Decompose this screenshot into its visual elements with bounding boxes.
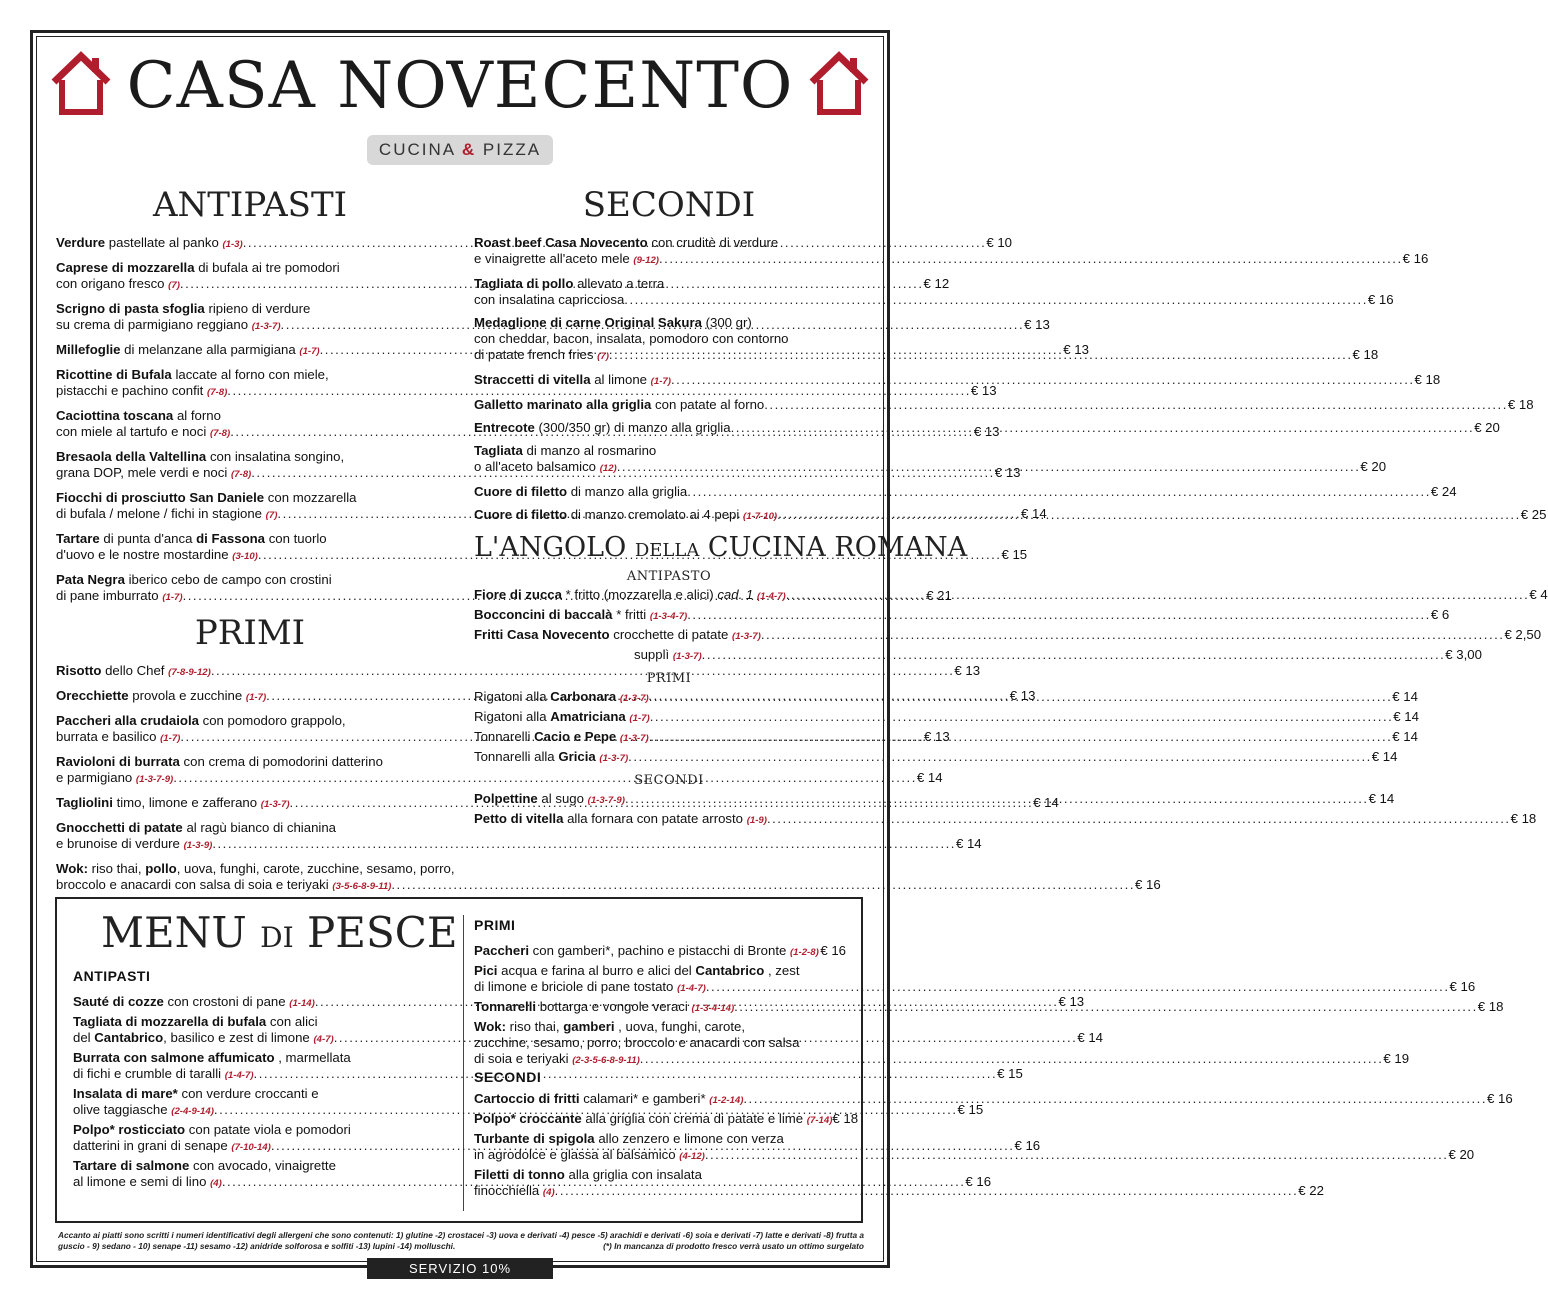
item-desc: con alici <box>269 1014 318 1029</box>
item-name: Scrigno di pasta sfoglia <box>56 301 205 316</box>
allergen-codes: (1-4-7) <box>756 591 786 602</box>
item-desc: allevato a terra <box>577 276 665 291</box>
item-name: Wok: <box>474 1019 506 1034</box>
item-price: € 12 <box>923 276 950 291</box>
item-price: € 24 <box>1430 484 1457 499</box>
item-name: Carbonara <box>550 689 617 704</box>
item-name: Polpo* croccante <box>474 1111 582 1126</box>
item-desc: di manzo cremolato ai 4 pepi <box>570 507 740 522</box>
item-name: Tagliata di pollo <box>474 276 574 291</box>
item-price: € 14 <box>955 836 982 851</box>
menu-item <box>474 647 1482 665</box>
item-desc: , marmellata <box>278 1050 351 1065</box>
item-desc: bottarga e vongole veraci <box>539 999 688 1014</box>
item-name: Polpettine <box>474 791 538 806</box>
menu-item: Turbante di spigola allo zenzero e limone con verza in agrodolce e glassa al balsamico (4-12) ..... € 20 <box>474 1131 846 1165</box>
menu-item <box>56 342 1089 360</box>
item-price: € 14 <box>1392 729 1418 744</box>
house-logo-icon <box>808 50 870 120</box>
item-price: € 14 <box>1393 709 1419 724</box>
menu-item: Rigatoni alla Amatriciana (1-7) ..... € 14 <box>474 709 864 727</box>
item-price: € 14 <box>1077 1030 1103 1045</box>
item-price: € 16 <box>1014 1138 1041 1153</box>
item-name: Paccheri <box>474 943 529 958</box>
item-desc: al limone <box>594 372 647 387</box>
menu-item: Tagliata di manzo al rosmarino o all'aceto balsamico (12) ..... € 20 <box>474 443 864 477</box>
allergen-codes: (1-3-7) <box>619 693 649 704</box>
allergen-codes: (2-4-9-14) <box>171 1106 214 1117</box>
antipasti-title: ANTIPASTI <box>152 185 348 225</box>
item-price: € 13 <box>923 729 950 744</box>
item-desc: timo, limone e zafferano <box>116 795 258 810</box>
item-desc: * fritti <box>616 607 647 622</box>
item-name: Tagliolini <box>56 795 113 810</box>
item-name: Gnocchetti di patate <box>56 820 183 835</box>
item-desc: di melanzane alla parmigiana <box>124 342 296 357</box>
menu-item: Burrata con salmone affumicato , marmellata di fichi e crumble di taralli (1-4-7) ..... € 15 <box>73 1050 445 1084</box>
menu-item: Tartare di punta d'anca di Fassona con tuorlo d'uovo e le nostre mostardine (3-10) ..... € 15 <box>56 531 444 565</box>
allergen-codes: (4-12) <box>679 1151 705 1162</box>
item-name: Petto di vitella <box>474 811 564 826</box>
item-price: € 18 <box>1414 372 1441 387</box>
item-desc: acqua e farina al burro e alici del <box>501 963 692 978</box>
item-desc: con avocado, vinaigrette <box>192 1158 336 1173</box>
menu-item: Pata Negra iberico cebo de campo con crostini di pane imburrato (1-7) ..... € 21 <box>56 572 444 606</box>
item-price: € 4 <box>1529 587 1548 602</box>
item-name: Verdure <box>56 235 106 250</box>
item-price: € 14 <box>1368 791 1395 806</box>
menu-item: Paccheri alla crudaiola con pomodoro grappolo, burrata e basilico (1-7) ..... € 13 <box>56 713 444 747</box>
allergen-codes: (1-7) <box>162 592 183 603</box>
item-price: € 20 <box>1448 1147 1475 1162</box>
item-price: € 25 <box>1520 507 1547 522</box>
item-price: € 15 <box>997 1066 1023 1081</box>
allergen-codes: (1-3-7) <box>732 631 761 642</box>
romana-secondi-list <box>474 791 1537 829</box>
menu-item: Rigatoni alla Carbonara (1-3-7) ..... € 14 <box>474 689 864 707</box>
item-price: € 16 <box>1487 1091 1513 1106</box>
item-price: € 14 <box>916 770 943 785</box>
pesce-divider <box>463 915 464 1211</box>
item-desc: pastellate al panko <box>108 235 219 250</box>
allergen-codes: (1-7) <box>650 376 671 387</box>
allergen-codes: (4-7) <box>313 1034 334 1045</box>
allergen-codes: (1-7) <box>629 713 650 724</box>
item-name: Polpo* rosticciato <box>73 1122 186 1137</box>
item-price: € 13 <box>994 465 1021 480</box>
item-price: € 13 <box>1063 342 1089 357</box>
pesce-secondi-head: SECONDI <box>474 1069 542 1085</box>
item-desc: di manzo alla griglia <box>570 484 688 499</box>
item-name: Cuore di filetto <box>474 484 568 499</box>
item-price: € 18 <box>1352 347 1379 362</box>
item-price: € 3,00 <box>1445 647 1482 662</box>
allergen-codes: (3-10) <box>232 551 258 562</box>
item-name: Fiore di zucca <box>474 587 562 602</box>
item-desc: crocchette di patate <box>613 627 729 642</box>
allergen-codes: (1-3-7) <box>260 799 290 810</box>
item-name: Tonnarelli <box>474 999 537 1014</box>
item-price: € 19 <box>1383 1051 1410 1066</box>
item-price: € 15 <box>957 1102 984 1117</box>
item-name: Cuore di filetto <box>474 507 568 522</box>
item-desc: supplì <box>634 647 670 662</box>
item-desc: ripieno di verdure <box>208 301 311 316</box>
menu-item: Ravioloni di burrata con crema di pomodorini datterino e parmigiano (1-3-7-9) ..... € 14 <box>56 754 444 788</box>
item-name: Tartare di salmone <box>73 1158 190 1173</box>
item-name: Cartoccio di fritti <box>474 1091 580 1106</box>
menu-item: Wok: riso thai, pollo, uova, funghi, carote, zucchine, sesamo, porro, broccolo e anacardi con salsa di soia e teriyaki (3-5-6-8-9-11) ..... € 16 <box>56 861 444 895</box>
item-price: € 20 <box>1360 459 1387 474</box>
allergen-codes: (1-7) <box>245 692 267 703</box>
menu-item: Wok: riso thai, gamberi , uova, funghi, carote, zucchine, sesamo, porro, broccolo e anacardi con salsa di soia e teriyaki (2-3-5-6-8-9-11) ..... € 19 <box>474 1019 846 1069</box>
pesce-primi-head: PRIMI <box>474 917 516 933</box>
allergen-codes: (7-10-14) <box>231 1142 271 1153</box>
item-desc: allo zenzero e limone con verza <box>598 1131 784 1146</box>
allergen-codes: (1-3-7) <box>251 321 281 332</box>
allergen-codes: (1-3-4-7) <box>649 611 688 622</box>
item-price: € 13 <box>1024 317 1050 332</box>
allergen-codes: (4) <box>542 1187 555 1198</box>
menu-item <box>474 372 1441 390</box>
item-desc: con patate viola e pomodori <box>188 1122 351 1137</box>
menu-item: Insalata di mare* con verdure croccanti e olive taggiasche (2-4-9-14) ..... € 15 <box>73 1086 445 1120</box>
item-name: Ricottine di Bufala <box>56 367 172 382</box>
menu-item <box>474 1111 859 1129</box>
allergen-codes: (12) <box>599 463 617 474</box>
house-logo-icon <box>50 50 112 120</box>
menu-item: Fiocchi di prosciutto San Daniele con mozzarella di bufala / melone / fichi in stagione (7) ..... € 14 <box>56 490 444 524</box>
item-name: Galletto marinato alla griglia <box>474 397 652 412</box>
menu-item <box>474 397 1534 413</box>
item-name: Tagliata di mozzarella di bufala <box>73 1014 267 1029</box>
allergen-codes: (1-3-7) <box>672 651 702 662</box>
item-desc: al forno <box>176 408 221 423</box>
item-name: Roast beef Casa Novecento <box>474 235 648 250</box>
item-price: € 13 <box>1009 688 1036 703</box>
allergen-codes: (7) <box>168 280 180 291</box>
menu-item: Caprese di mozzarella di bufala ai tre pomodori con origano fresco (7) ..... € 12 <box>56 260 444 294</box>
menu-item: Tonnarelli Cacio e Pepe (1-3-7) ..... € 14 <box>474 729 864 747</box>
item-name: Caprese di mozzarella <box>56 260 195 275</box>
item-name: Pata Negra <box>56 572 125 587</box>
item-name: Pici <box>474 963 498 978</box>
item-name: Turbante di spigola <box>474 1131 595 1146</box>
item-desc: con verdure croccanti e <box>181 1086 319 1101</box>
item-desc: con crema di pomodorini datterino <box>183 754 383 769</box>
item-price: € 20 <box>1474 420 1500 435</box>
menu-item <box>474 607 1450 625</box>
item-price: € 13 <box>1058 994 1085 1009</box>
menu-item <box>474 999 1504 1017</box>
menu-item: Entrecote (300/350 gr) di manzo alla griglia ..... € 20 <box>474 420 864 436</box>
item-price: € 18 <box>1477 999 1504 1014</box>
item-name: Millefoglie <box>56 342 121 357</box>
item-desc: con cruditè di verdure <box>651 235 779 250</box>
item-price: € 13 <box>973 424 1000 439</box>
allergen-codes: (1-3-7-9) <box>587 795 625 806</box>
frozen-note: (*) In mancanza di prodotto fresco verrà usato un ottimo surgelato <box>603 1241 864 1251</box>
item-price: € 13 <box>954 663 981 678</box>
menu-item <box>474 1091 1513 1109</box>
item-desc: con mozzarella <box>267 490 357 505</box>
menu-item: Polpo* rosticciato con patate viola e pomodori datterini in grani di senape (7-10-14) ..... € 16 <box>73 1122 445 1156</box>
item-price: € 14 <box>1392 689 1418 704</box>
allergen-codes: (7) <box>265 510 278 521</box>
menu-item: Bresaola della Valtellina con insalatina songino, grana DOP, mele verdi e noci (7-8) ..... € 13 <box>56 449 444 483</box>
item-name: Ravioloni di burrata <box>56 754 180 769</box>
item-name: Fritti Casa Novecento <box>474 627 610 642</box>
item-price: € 16 <box>965 1174 992 1189</box>
item-desc: (300 gr) <box>705 315 752 330</box>
item-name: Entrecote <box>474 420 535 435</box>
item-price: € 15 <box>1001 547 1028 562</box>
menu-item: Roast beef Casa Novecento con cruditè di verdure e vinaigrette all'aceto mele (9-12) ..... € 16 <box>474 235 864 269</box>
menu-item: Gnocchetti di patate al ragù bianco di chianina e brunoise di verdure (1-3-9) ..... € 14 <box>56 820 444 854</box>
item-desc: al sugo <box>541 791 584 806</box>
item-name: Burrata con salmone affumicato <box>73 1050 275 1065</box>
item-desc: con patate al forno <box>655 397 765 412</box>
item-name: Risotto <box>56 663 102 678</box>
menu-item: Fiore di zucca * fritto (mozzarella e alici) cad. 1 (1-4-7) ..... € 4 <box>474 587 864 605</box>
item-desc: dello Chef <box>105 663 165 678</box>
item-price: € 16 <box>1449 979 1476 994</box>
item-name: Bocconcini di baccalà <box>474 607 613 622</box>
item-name: Paccheri alla crudaiola <box>56 713 199 728</box>
item-price: € 10 <box>986 235 1012 250</box>
pesce-title: MENU DI PESCE <box>101 908 458 957</box>
item-desc: con insalatina songino, <box>209 449 345 464</box>
allergen-codes: (1-14) <box>289 998 315 1009</box>
item-name: Straccetti di vitella <box>474 372 591 387</box>
item-name: Bresaola della Valtellina <box>56 449 207 464</box>
allergen-codes: (1-2-14) <box>709 1095 744 1106</box>
allergen-codes: (4) <box>210 1178 222 1189</box>
item-desc: con pomodoro grappolo, <box>202 713 346 728</box>
item-desc: di manzo al rosmarino <box>526 443 657 458</box>
menu-item: Ricottine di Bufala laccate al forno con miele, pistacchi e pachino confit (7-8) ..... € 13 <box>56 367 444 401</box>
item-desc: alla griglia con insalata <box>568 1167 702 1182</box>
menu-item <box>474 811 1537 829</box>
item-desc: iberico cebo de campo con crostini <box>128 572 332 587</box>
menu-item: Tagliata di pollo allevato a terra con insalatina capricciosa ..... € 16 <box>474 276 864 308</box>
item-price: € 16 <box>1402 251 1429 266</box>
menu-item: Pici acqua e farina al burro e alici del Cantabrico , zest di limone e briciole di pane tostato (1-4-7) ..... € 16 <box>474 963 846 997</box>
menu-item: Scrigno di pasta sfoglia ripieno di verdure su crema di parmigiano reggiano (1-3-7) ..... € 13 <box>56 301 444 335</box>
item-name: Tagliata <box>474 443 523 458</box>
item-price: € 18 <box>1507 397 1534 412</box>
romana-title: L'ANGOLO DELLA CUCINA ROMANA <box>474 532 968 563</box>
item-name: Fiocchi di prosciutto San Daniele <box>56 490 265 505</box>
item-price: € 21 <box>926 588 952 603</box>
allergen-codes: (1-7) <box>160 733 181 744</box>
item-price: € 18 <box>1510 811 1537 826</box>
allergen-codes: (7-8) <box>230 469 252 480</box>
item-price: € 14 <box>1033 795 1059 810</box>
item-name: Tartare <box>56 531 100 546</box>
item-desc: con gamberi*, pachino e pistacchi di Bronte <box>532 943 787 958</box>
allergen-codes: (7-8) <box>207 387 228 398</box>
romana-antipasto-head: ANTIPASTO <box>626 569 712 584</box>
item-price: € 22 <box>1298 1183 1324 1198</box>
allergen-codes: (1-3-7-9) <box>135 774 174 785</box>
restaurant-name: CASA NOVECENTO <box>126 49 794 123</box>
item-price: € 16 <box>1367 292 1394 307</box>
allergen-codes: (1-4-7) <box>677 983 706 994</box>
romana-primi-head: PRIMI <box>646 671 692 686</box>
item-desc: (300/350 gr) <box>538 420 611 435</box>
allergen-codes: (1-3-9) <box>183 840 213 851</box>
item-price: € 2,50 <box>1504 627 1542 642</box>
menu-item <box>474 627 1542 645</box>
allergen-codes: (1-9) <box>746 815 767 826</box>
menu-item: Tonnarelli alla Gricia (1-3-7) ..... € 14 <box>474 749 864 767</box>
item-desc: con crostoni di pane <box>167 994 286 1009</box>
allergen-codes: (1-3-7) <box>599 753 629 764</box>
item-name: Filetti di tonno <box>474 1167 565 1182</box>
menu-item: Medaglione di carne Original Sakura (300 gr) con cheddar, bacon, insalata, pomodoro con contorno di patate french fries (7) ..... € 18 <box>474 315 864 365</box>
romana-secondi-head: SECONDI <box>634 773 704 788</box>
allergen-codes: (1-3) <box>222 239 243 250</box>
item-desc: di punta d'anca <box>103 531 193 546</box>
item-desc: alla griglia con crema di patate e lime <box>585 1111 804 1126</box>
allergen-codes: (2-3-5-6-8-9-11) <box>572 1055 640 1066</box>
item-name: Orecchiette <box>56 688 129 703</box>
menu-item <box>474 943 846 961</box>
item-name: Insalata di mare* <box>73 1086 178 1101</box>
allergen-codes: (1-4-7) <box>224 1070 254 1081</box>
menu-item <box>474 791 1395 809</box>
menu-item: Tagliata di mozzarella di bufala con alici del Cantabrico, basilico e zest di limone (4-7) ..... € 14 <box>73 1014 445 1048</box>
item-desc: laccate al forno con miele, <box>175 367 329 382</box>
menu-item: Filetti di tonno alla griglia con insalata finocchiella (4) ..... € 22 <box>474 1167 846 1201</box>
item-name: Medaglione di carne Original Sakura <box>474 315 702 330</box>
allergen-codes: (7) <box>597 351 609 362</box>
allergen-codes: (1-3-7) <box>619 733 649 744</box>
item-name: Sauté di cozze <box>73 994 164 1009</box>
item-desc: calamari* e gamberi* <box>583 1091 706 1106</box>
item-name: Gricia <box>558 749 596 764</box>
item-name: Cacio e Pepe <box>534 729 617 744</box>
item-price: € 18 <box>832 1111 859 1126</box>
menu-item: Tartare di salmone con avocado, vinaigrette al limone e semi di lino (4) ..... € 16 <box>73 1158 445 1192</box>
item-desc: al ragù bianco di chianina <box>186 820 337 835</box>
item-price: € 13 <box>970 383 997 398</box>
item-price: € 16 <box>820 943 846 958</box>
secondi-title: SECONDI <box>582 185 756 225</box>
item-desc: provola e zucchine <box>132 688 243 703</box>
allergens-note: Accanto ai piatti sono scritti i numeri identificativi degli allergeni che sono contenuti: 1) glutine -2) crostacei -3) uova e derivati -4) pesce -5) arachidi e derivati -6) soia e derivati -7) latte e derivati -8) frutta a guscio - 9) sedano - 10) senape -11) sesamo -12) anidride solforosa e solfiti -13) lupini -14) molluschi. <box>58 1230 864 1251</box>
item-price: € 14 <box>1021 506 1047 521</box>
item-price: € 14 <box>1371 749 1398 764</box>
allergen-codes: (7-8-9-12) <box>168 667 211 678</box>
restaurant-subtitle: CUCINA & PIZZA <box>367 135 553 165</box>
allergen-codes: (7-14) <box>806 1115 833 1126</box>
menu-item: Caciottina toscana al forno con miele al tartufo e noci (7-8) ..... € 13 <box>56 408 444 442</box>
item-name: Caciottina toscana <box>56 408 174 423</box>
item-desc: alla fornara con patate arrosto <box>567 811 744 826</box>
primi-title: PRIMI <box>194 613 306 653</box>
footer-notes <box>58 1230 864 1251</box>
menu-item <box>474 484 1457 500</box>
allergen-codes: (7-8) <box>209 428 231 439</box>
item-name: Amatriciana <box>550 709 626 724</box>
item-price: € 6 <box>1430 607 1450 622</box>
allergen-codes: (9-12) <box>633 255 659 266</box>
item-desc: di bufala ai tre pomodori <box>198 260 340 275</box>
item-desc: riso thai, <box>509 1019 560 1034</box>
allergen-codes: (1-3-4-14) <box>691 1003 735 1014</box>
item-desc: * fritto (mozzarella e alici) <box>565 587 714 602</box>
allergen-codes: (1-2-8) <box>789 947 819 958</box>
pesce-antipasti-head: ANTIPASTI <box>73 968 151 984</box>
servizio-badge: SERVIZIO 10% <box>367 1258 553 1279</box>
allergen-codes: (1-7) <box>299 346 320 357</box>
allergen-codes: (1-7-10) <box>743 511 778 522</box>
